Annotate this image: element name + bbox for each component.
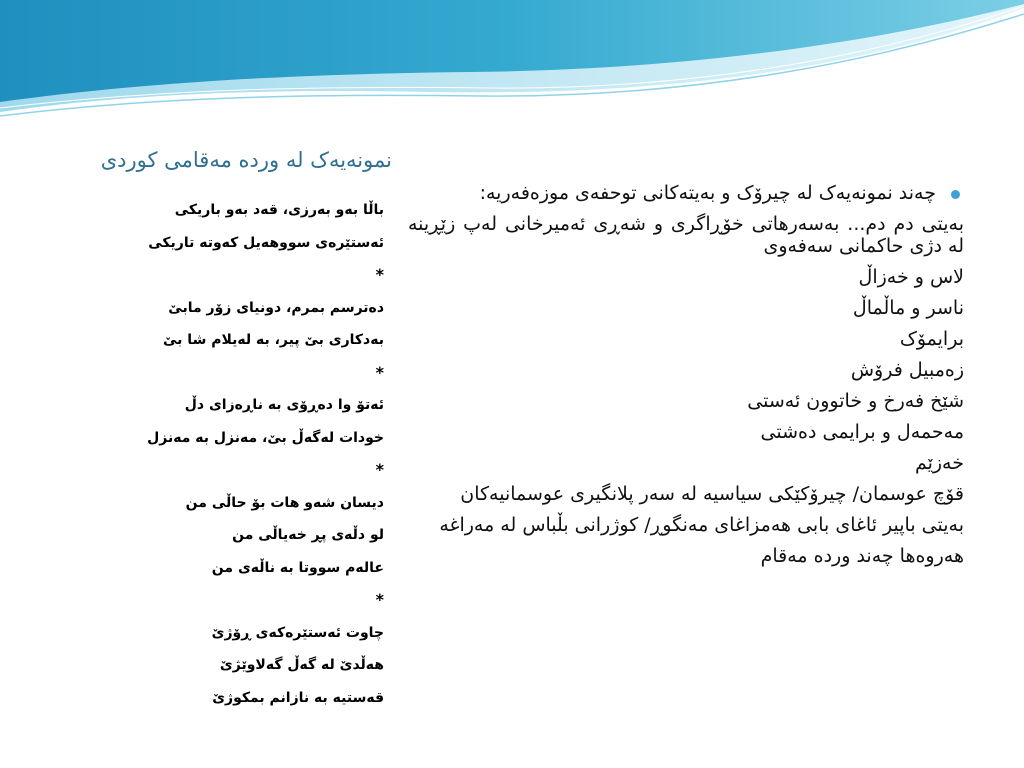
poem-line: باڵا بەو بەرزی، قەد بەو باریکی: [174, 202, 384, 218]
poem-line: خودات لەگەڵ بێ، مەنزل بە مەنزل: [147, 429, 384, 446]
poem-line: دەترسم بمرم، دونیای زۆر مابێ: [168, 299, 384, 316]
header-wave-decoration: [0, 0, 1024, 160]
poem-line: ھەڵدێ لە گەڵ گەلاوێژێ: [219, 657, 384, 673]
poem-separator: *: [375, 265, 384, 284]
content-heading-item: [408, 182, 964, 204]
content-line: بەیتی باپیر ئاغای بابی ھەمزاغای مەنگوڕ/ کوژرانی بڵباس لە مەراغە: [439, 514, 964, 536]
poem-line: دیسان شەو ھات بۆ حاڵی من: [185, 494, 384, 511]
content-line: زەمبیل فرۆش: [850, 359, 964, 381]
poem-line: قەستیە بە نازانم بمکوژێ: [212, 689, 384, 706]
content-line: قۆچ عوسمان/ چیرۆکێکی سیاسیە لە سەر پلانگیری عوسمانیەکان: [460, 483, 964, 505]
content-line: بەیتی دم دم... بەسەرھاتی خۆڕاگری و شەڕی ئەمیرخانی لەپ زێڕینە لە دژی حاکمانی سەفەوی: [408, 213, 964, 257]
content-line: شێخ فەرخ و خاتوون ئەستی: [747, 390, 964, 412]
content-list: [408, 182, 964, 576]
poem-separator: *: [375, 362, 384, 382]
poem-line: لو دڵەی پڕ خەیاڵی من: [232, 527, 384, 543]
content-heading: چەند نمونەیەک لە چیرۆک و بەیتەکانی توحفەی موزەفەریە:: [479, 182, 936, 204]
content-line: برایمۆک: [899, 328, 964, 350]
content-line: ناسر و ماڵماڵ: [852, 297, 964, 319]
poem-line: چاوت ئەستێرەکەی ڕۆژێ: [211, 624, 384, 641]
content-line: ھەروەھا چەند وردە مەقام: [760, 545, 964, 567]
slide-title: نمونەیەک لە وردە مەقامی کوردی: [100, 148, 392, 172]
content-line: مەحمەل و برایمی دەشتی: [760, 421, 964, 443]
content-line: خەزێم: [914, 452, 964, 474]
poem-verses: [44, 194, 384, 714]
poem-line: بەدکاری بێ پیر، بە لەیلام شا بێ: [163, 332, 384, 348]
bullet-dot-icon: [951, 190, 960, 199]
content-line: لاس و خەزاڵ: [858, 266, 964, 288]
poem-separator: *: [375, 460, 384, 479]
poem-line: ئەتۆ وا دەڕۆی بە ناڕەزای دڵ: [184, 397, 384, 413]
poem-line: عالەم سووتا بە ناڵەی من: [211, 559, 384, 576]
poem-separator: *: [375, 590, 384, 609]
poem-line: ئەستێرەی سووھەیل کەوتە تاریکی: [148, 234, 384, 251]
